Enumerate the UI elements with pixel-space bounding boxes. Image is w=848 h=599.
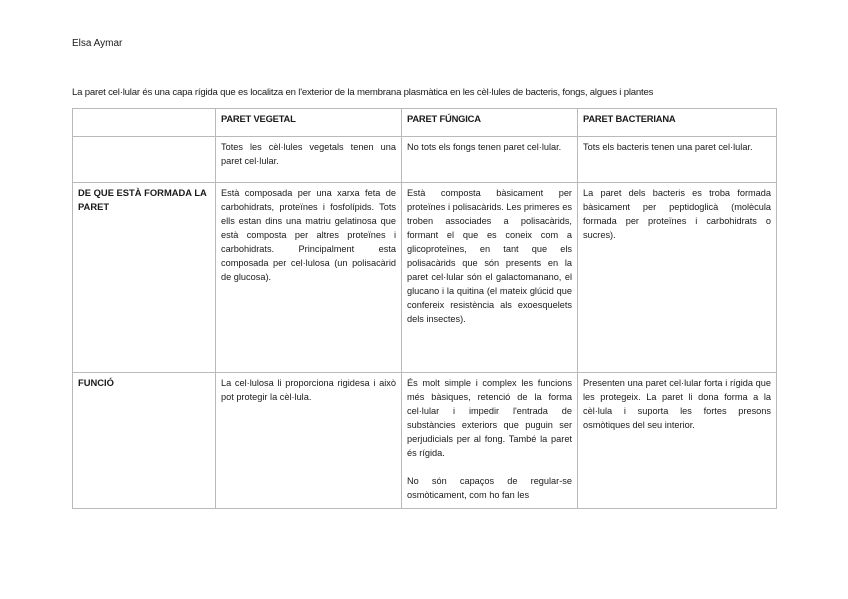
table-cell: Tots els bacteris tenen una paret cel·lular. [578,137,777,183]
table-row [73,137,777,183]
header-paret-vegetal: PARET VEGETAL [216,109,402,137]
header-paret-fungica: PARET FÚNGICA [402,109,578,137]
row-label: FUNCIÓ [73,373,216,509]
table-row [73,373,777,509]
row-label [73,137,216,183]
intro-paragraph: La paret cel·lular és una capa rígida que es localitza en l'exterior de la membrana plasmàtica en les cèl·lules de bacteris, fongs, algues i plantes [72,87,654,98]
table-cell: No tots els fongs tenen paret cel·lular. [402,137,578,183]
comparison-table [72,108,777,509]
table-row [73,183,777,373]
row-label: DE QUE ESTÀ FORMADA LA PARET [73,183,216,373]
header-paret-bacteriana: PARET BACTERIANA [578,109,777,137]
table-cell: Presenten una paret cel·lular forta i rígida que les protegeix. La paret li dona forma a la cèl·lula i suporta les fortes presons osmòtiques del seu interior. [578,373,777,509]
table-cell: Està composada per una xarxa feta de carbohidrats, proteïnes i fosfolípids. Tots ells estan dins una matriu gelatinosa que està composta per altres proteïnes i carbohidrats. Principalment esta composada per cel·lulosa (un polisacàrid de glucosa). [216,183,402,373]
table-cell: Està composta bàsicament per proteïnes i polisacàrids. Les primeres es troben associades a polisacàrids, formant el que es coneix com a glicoproteïnes, en tant que els polisacàrids que són presents en la paret cel·lular són el galactomanano, el glucano i la quitina (el mateix glúcid que confereix resistència als exoesquelets dels insectes). [402,183,578,373]
header-row [73,109,777,137]
header-empty [73,109,216,137]
table-cell [402,373,578,509]
table-cell: Totes les cèl·lules vegetals tenen una paret cel·lular. [216,137,402,183]
cell-paragraph: És molt simple i complex les funcions més bàsiques, retenció de la forma cel·lular i impedir l'entrada de substàncies exteriors que puguin ser perjudicials per al fong. També la paret és rígida. [407,378,572,458]
table-cell: La paret dels bacteris es troba formada bàsicament per peptidoglicà (molècula formada per proteïnes i carbohidrats o sucres). [578,183,777,373]
cell-paragraph: No són capaços de regular-se osmòticament, com ho fan les [407,476,572,500]
author-name: Elsa Aymar [72,38,123,49]
table-cell: La cel·lulosa li proporciona rigidesa i això pot protegir la cèl·lula. [216,373,402,509]
